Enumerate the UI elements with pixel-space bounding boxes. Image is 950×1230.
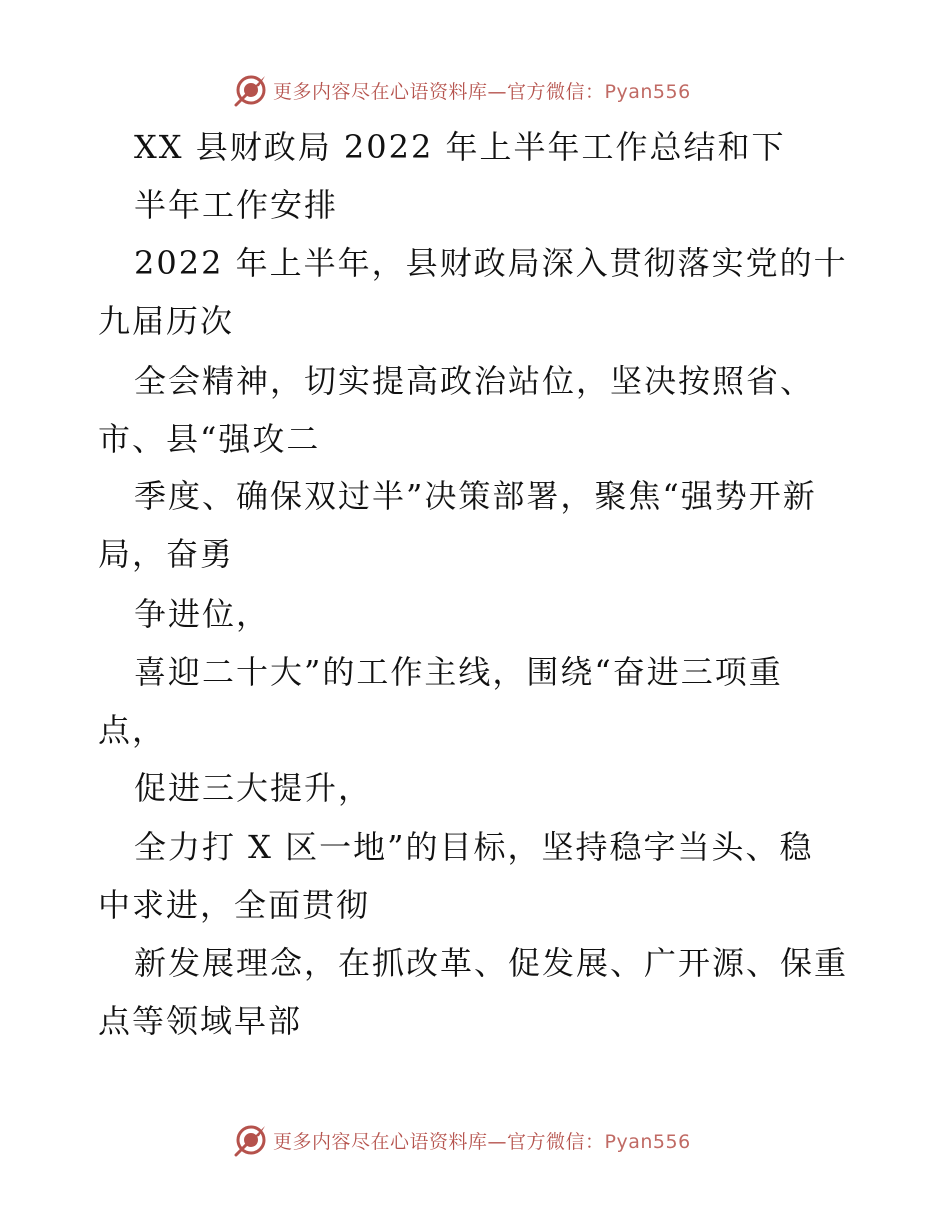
paragraph-line: 九届历次 bbox=[98, 302, 235, 340]
banner-text bbox=[273, 1127, 691, 1154]
paragraph-line: 全会精神，切实提高政治站位，坚决按照省、 bbox=[134, 362, 815, 400]
banner-wechat-id: Pyan556 bbox=[604, 1130, 691, 1153]
quill-seal-icon bbox=[233, 1122, 269, 1158]
paragraph-line: 季度、确保双过半”决策部署，聚焦“强势开新 bbox=[134, 477, 817, 515]
banner-wechat-id: Pyan556 bbox=[604, 80, 691, 103]
document-title-line-2: 半年工作安排 bbox=[134, 186, 339, 224]
paragraph-line: 点等领域早部 bbox=[98, 1002, 303, 1040]
paragraph-line: 市、县“强攻二 bbox=[98, 420, 321, 458]
paragraph-line: 中求进，全面贯彻 bbox=[98, 886, 371, 924]
paragraph-line: 点， bbox=[98, 711, 167, 749]
paragraph-line: 新发展理念，在抓改革、促发展、广开源、保重 bbox=[134, 944, 849, 982]
document-title-line-1: XX 县财政局 2022 年上半年工作总结和下 bbox=[134, 128, 786, 166]
banner-prefix: 更多内容尽在心语资料库—官方微信： bbox=[273, 80, 605, 103]
paragraph-line: 喜迎二十大”的工作主线，围绕“奋进三项重 bbox=[134, 653, 783, 691]
footer-banner bbox=[233, 1120, 691, 1160]
paragraph-line: 全力打 X 区一地”的目标，坚持稳字当头、稳 bbox=[134, 828, 814, 866]
paragraph-line: 局，奋勇 bbox=[98, 535, 235, 573]
banner-prefix: 更多内容尽在心语资料库—官方微信： bbox=[273, 1130, 605, 1153]
paragraph-line: 2022 年上半年，县财政局深入贯彻落实党的十 bbox=[134, 244, 848, 282]
paragraph-line: 争进位， bbox=[134, 595, 271, 633]
paragraph-line: 促进三大提升， bbox=[134, 769, 373, 807]
